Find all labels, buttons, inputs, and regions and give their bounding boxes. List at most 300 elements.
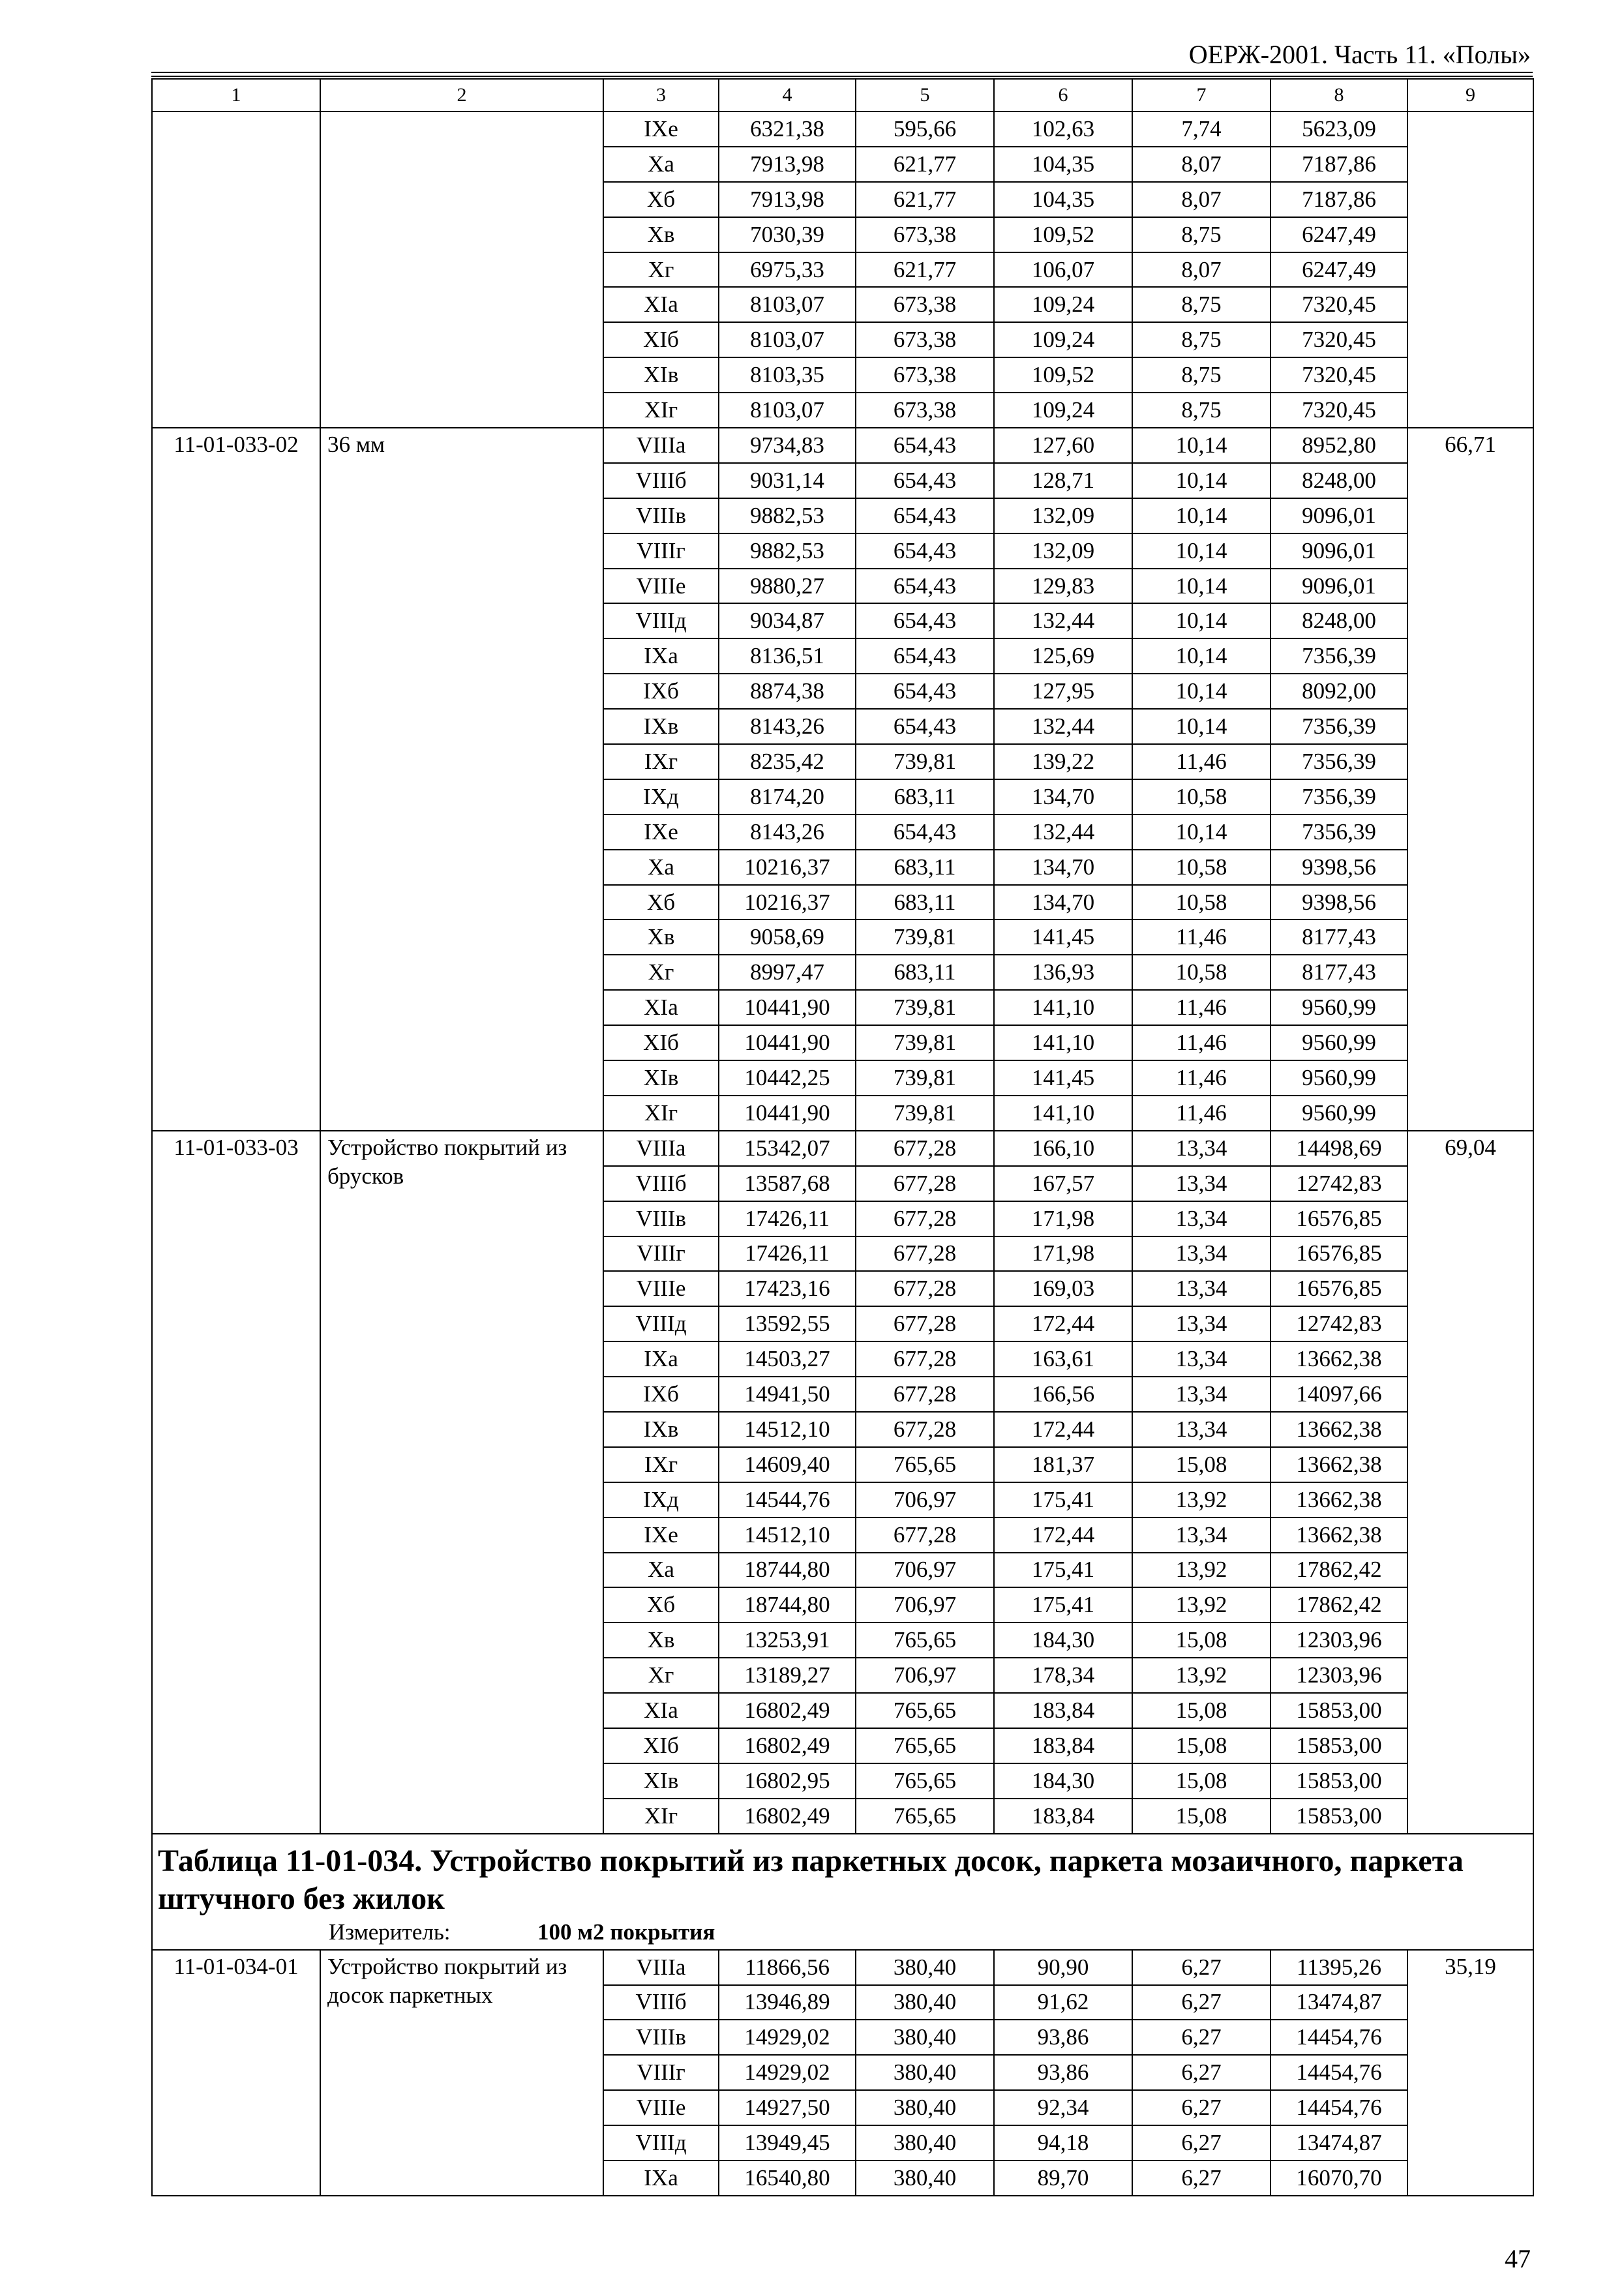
value-cell: 132,44 (994, 603, 1132, 638)
value-cell: 10,14 (1132, 428, 1271, 463)
value-cell: 654,43 (856, 569, 994, 604)
value-cell: 9882,53 (719, 498, 856, 533)
value-cell: 6,27 (1132, 2090, 1271, 2125)
value-cell: 13,34 (1132, 1306, 1271, 1341)
value-cell: 6,27 (1132, 2055, 1271, 2090)
table-row (152, 428, 1533, 463)
value-cell: 8248,00 (1271, 603, 1407, 638)
value-cell: 109,52 (994, 357, 1132, 393)
value-cell: 13587,68 (719, 1166, 856, 1201)
value-cell: 15,08 (1132, 1728, 1271, 1763)
value-cell: 15,08 (1132, 1799, 1271, 1834)
value-cell: 683,11 (856, 850, 994, 885)
value-cell: 14544,76 (719, 1482, 856, 1518)
value-cell: 12742,83 (1271, 1306, 1407, 1341)
section-title: Таблица 11-01-034. Устройство покрытий из паркетных досок, паркета мозаичного, паркета штучного без жилок (158, 1843, 1464, 1916)
value-cell: 109,24 (994, 287, 1132, 322)
zone-cell: IXa (603, 2161, 719, 2196)
value-cell: 654,43 (856, 428, 994, 463)
value-cell: 654,43 (856, 603, 994, 638)
rate-code-cell: 11-01-034-01 (152, 1950, 320, 2196)
zone-cell: VIIIг (603, 533, 719, 569)
value-cell: 14929,02 (719, 2020, 856, 2055)
value-cell: 166,56 (994, 1377, 1132, 1412)
value-cell: 10,14 (1132, 498, 1271, 533)
value-cell: 104,35 (994, 182, 1132, 217)
value-cell: 125,69 (994, 638, 1132, 674)
value-cell: 677,28 (856, 1166, 994, 1201)
zone-cell: Xв (603, 920, 719, 955)
value-cell: 15,08 (1132, 1693, 1271, 1728)
value-cell: 13,34 (1132, 1518, 1271, 1553)
value-cell: 8,75 (1132, 217, 1271, 252)
value-cell: 13,34 (1132, 1341, 1271, 1377)
zone-cell: Xг (603, 252, 719, 288)
zone-cell: Xa (603, 147, 719, 182)
labor-cell: 69,04 (1407, 1131, 1533, 1834)
zone-cell: IXб (603, 1377, 719, 1412)
value-cell: 6,27 (1132, 2125, 1271, 2161)
column-number-row (152, 79, 1533, 112)
value-cell: 169,03 (994, 1271, 1132, 1306)
value-cell: 10442,25 (719, 1060, 856, 1096)
work-name-cell: Устройство покрытий из досок паркетных (320, 1950, 603, 2196)
zone-cell: VIIIг (603, 2055, 719, 2090)
value-cell: 13,34 (1132, 1377, 1271, 1412)
zone-cell: XIa (603, 990, 719, 1025)
value-cell: 13,92 (1132, 1658, 1271, 1693)
value-cell: 16802,95 (719, 1763, 856, 1799)
zone-cell: IXг (603, 1447, 719, 1482)
value-cell: 178,34 (994, 1658, 1132, 1693)
value-cell: 14498,69 (1271, 1131, 1407, 1166)
value-cell: 739,81 (856, 920, 994, 955)
column-number-cell: 6 (994, 79, 1132, 112)
zone-cell: XIв (603, 1763, 719, 1799)
zone-cell: Xб (603, 182, 719, 217)
value-cell: 9734,83 (719, 428, 856, 463)
value-cell: 13662,38 (1271, 1447, 1407, 1482)
value-cell: 13253,91 (719, 1623, 856, 1658)
value-cell: 654,43 (856, 463, 994, 498)
value-cell: 7030,39 (719, 217, 856, 252)
value-cell: 7320,45 (1271, 322, 1407, 357)
value-cell: 163,61 (994, 1341, 1132, 1377)
value-cell: 621,77 (856, 147, 994, 182)
value-cell: 172,44 (994, 1518, 1132, 1553)
value-cell: 13592,55 (719, 1306, 856, 1341)
value-cell: 683,11 (856, 955, 994, 990)
value-cell: 13662,38 (1271, 1518, 1407, 1553)
value-cell: 13662,38 (1271, 1341, 1407, 1377)
section-unit (153, 1918, 1533, 1949)
value-cell: 18744,80 (719, 1587, 856, 1623)
zone-cell: XIв (603, 1060, 719, 1096)
value-cell: 10,14 (1132, 815, 1271, 850)
value-cell: 10,14 (1132, 533, 1271, 569)
value-cell: 11,46 (1132, 744, 1271, 779)
value-cell: 677,28 (856, 1377, 994, 1412)
work-name-cell: Устройство покрытий из брусков (320, 1131, 603, 1834)
value-cell: 8,07 (1132, 147, 1271, 182)
zone-cell: VIIIб (603, 1166, 719, 1201)
value-cell: 104,35 (994, 147, 1132, 182)
value-cell: 18744,80 (719, 1553, 856, 1588)
value-cell: 6,27 (1132, 1950, 1271, 1985)
zone-cell: Xв (603, 217, 719, 252)
value-cell: 184,30 (994, 1763, 1132, 1799)
value-cell: 8,75 (1132, 393, 1271, 428)
value-cell: 134,70 (994, 779, 1132, 815)
value-cell: 8103,07 (719, 393, 856, 428)
value-cell: 141,10 (994, 1025, 1132, 1060)
value-cell: 6,27 (1132, 2020, 1271, 2055)
value-cell: 6247,49 (1271, 217, 1407, 252)
zone-cell: XIв (603, 357, 719, 393)
zone-cell: VIIIб (603, 1985, 719, 2020)
zone-cell: VIIIa (603, 1950, 719, 1985)
zone-cell: XIa (603, 287, 719, 322)
value-cell: 13474,87 (1271, 2125, 1407, 2161)
value-cell: 127,95 (994, 674, 1132, 709)
value-cell: 136,93 (994, 955, 1132, 990)
value-cell: 8143,26 (719, 815, 856, 850)
zone-cell: Xг (603, 1658, 719, 1693)
zone-cell: IXб (603, 674, 719, 709)
zone-cell: Xa (603, 1553, 719, 1588)
column-number-cell: 7 (1132, 79, 1271, 112)
value-cell: 8136,51 (719, 638, 856, 674)
rate-code-cell: 11-01-033-03 (152, 1131, 320, 1834)
value-cell: 132,09 (994, 498, 1132, 533)
value-cell: 9034,87 (719, 603, 856, 638)
zone-cell: VIIIд (603, 603, 719, 638)
value-cell: 14927,50 (719, 2090, 856, 2125)
value-cell: 13,92 (1132, 1553, 1271, 1588)
column-number-cell: 4 (719, 79, 856, 112)
value-cell: 172,44 (994, 1306, 1132, 1341)
value-cell: 7,74 (1132, 112, 1271, 147)
value-cell: 10,58 (1132, 850, 1271, 885)
column-number-cell: 8 (1271, 79, 1407, 112)
value-cell: 17862,42 (1271, 1553, 1407, 1588)
value-cell: 15853,00 (1271, 1763, 1407, 1799)
zone-cell: IXe (603, 1518, 719, 1553)
value-cell: 109,24 (994, 393, 1132, 428)
value-cell: 10,58 (1132, 955, 1271, 990)
labor-cell (1407, 112, 1533, 428)
zone-cell: VIIIe (603, 2090, 719, 2125)
value-cell: 765,65 (856, 1763, 994, 1799)
zone-cell: XIa (603, 1693, 719, 1728)
zone-cell: VIIIв (603, 1201, 719, 1236)
value-cell: 16802,49 (719, 1693, 856, 1728)
value-cell: 93,86 (994, 2055, 1132, 2090)
value-cell: 7356,39 (1271, 779, 1407, 815)
value-cell: 16070,70 (1271, 2161, 1407, 2196)
zone-cell: IXд (603, 1482, 719, 1518)
zone-cell: XIг (603, 1799, 719, 1834)
value-cell: 8,75 (1132, 322, 1271, 357)
value-cell: 13189,27 (719, 1658, 856, 1693)
rate-code-cell (152, 112, 320, 428)
value-cell: 6321,38 (719, 112, 856, 147)
value-cell: 621,77 (856, 252, 994, 288)
value-cell: 677,28 (856, 1306, 994, 1341)
value-cell: 654,43 (856, 638, 994, 674)
value-cell: 8103,07 (719, 322, 856, 357)
value-cell: 91,62 (994, 1985, 1132, 2020)
zone-cell: XIб (603, 1025, 719, 1060)
table-row (152, 1950, 1533, 1985)
value-cell: 13946,89 (719, 1985, 856, 2020)
work-name-cell: 36 мм (320, 428, 603, 1131)
value-cell: 8874,38 (719, 674, 856, 709)
value-cell: 17423,16 (719, 1271, 856, 1306)
column-number-cell: 3 (603, 79, 719, 112)
norms-table-body (152, 79, 1533, 2196)
value-cell: 739,81 (856, 744, 994, 779)
value-cell: 5623,09 (1271, 112, 1407, 147)
value-cell: 13,34 (1132, 1201, 1271, 1236)
value-cell: 10,14 (1132, 463, 1271, 498)
value-cell: 13,92 (1132, 1482, 1271, 1518)
norms-table (151, 78, 1534, 2196)
table-row (152, 1131, 1533, 1166)
header-rule (151, 72, 1533, 73)
value-cell: 8,07 (1132, 182, 1271, 217)
value-cell: 14941,50 (719, 1377, 856, 1412)
value-cell: 181,37 (994, 1447, 1132, 1482)
value-cell: 175,41 (994, 1482, 1132, 1518)
value-cell: 134,70 (994, 850, 1132, 885)
value-cell: 10216,37 (719, 850, 856, 885)
value-cell: 89,70 (994, 2161, 1132, 2196)
value-cell: 621,77 (856, 182, 994, 217)
value-cell: 184,30 (994, 1623, 1132, 1658)
value-cell: 7356,39 (1271, 744, 1407, 779)
value-cell: 677,28 (856, 1131, 994, 1166)
value-cell: 102,63 (994, 112, 1132, 147)
value-cell: 10216,37 (719, 885, 856, 920)
value-cell: 106,07 (994, 252, 1132, 288)
value-cell: 132,44 (994, 815, 1132, 850)
value-cell: 10,14 (1132, 709, 1271, 744)
value-cell: 739,81 (856, 1060, 994, 1096)
value-cell: 183,84 (994, 1799, 1132, 1834)
value-cell: 93,86 (994, 2020, 1132, 2055)
value-cell: 11866,56 (719, 1950, 856, 1985)
section-header-row (152, 1834, 1533, 1950)
value-cell: 15853,00 (1271, 1728, 1407, 1763)
value-cell: 654,43 (856, 674, 994, 709)
value-cell: 8092,00 (1271, 674, 1407, 709)
value-cell: 10441,90 (719, 1096, 856, 1131)
value-cell: 10441,90 (719, 1025, 856, 1060)
value-cell: 183,84 (994, 1728, 1132, 1763)
section-header-cell (152, 1834, 1533, 1950)
value-cell: 132,09 (994, 533, 1132, 569)
zone-cell: IXe (603, 112, 719, 147)
value-cell: 765,65 (856, 1728, 994, 1763)
table-row (152, 112, 1533, 147)
value-cell: 765,65 (856, 1447, 994, 1482)
value-cell: 677,28 (856, 1412, 994, 1447)
zone-cell: VIIIв (603, 2020, 719, 2055)
value-cell: 10,14 (1132, 569, 1271, 604)
value-cell: 9096,01 (1271, 569, 1407, 604)
zone-cell: VIIIг (603, 1236, 719, 1272)
value-cell: 11,46 (1132, 990, 1271, 1025)
value-cell: 14512,10 (719, 1518, 856, 1553)
value-cell: 765,65 (856, 1693, 994, 1728)
value-cell: 10,58 (1132, 779, 1271, 815)
value-cell: 14097,66 (1271, 1377, 1407, 1412)
value-cell: 380,40 (856, 1950, 994, 1985)
value-cell: 13,34 (1132, 1271, 1271, 1306)
zone-cell: Xг (603, 955, 719, 990)
value-cell: 654,43 (856, 498, 994, 533)
value-cell: 13,34 (1132, 1236, 1271, 1272)
value-cell: 9560,99 (1271, 990, 1407, 1025)
zone-cell: Xa (603, 850, 719, 885)
value-cell: 14454,76 (1271, 2020, 1407, 2055)
zone-cell: VIIIe (603, 569, 719, 604)
value-cell: 7356,39 (1271, 709, 1407, 744)
value-cell: 380,40 (856, 2125, 994, 2161)
column-number-cell: 1 (152, 79, 320, 112)
value-cell: 8,75 (1132, 287, 1271, 322)
value-cell: 141,45 (994, 1060, 1132, 1096)
value-cell: 8174,20 (719, 779, 856, 815)
value-cell: 10,14 (1132, 674, 1271, 709)
value-cell: 380,40 (856, 2161, 994, 2196)
value-cell: 654,43 (856, 533, 994, 569)
value-cell: 380,40 (856, 2055, 994, 2090)
zone-cell: IXa (603, 1341, 719, 1377)
value-cell: 17426,11 (719, 1201, 856, 1236)
value-cell: 166,10 (994, 1131, 1132, 1166)
value-cell: 172,44 (994, 1412, 1132, 1447)
value-cell: 14512,10 (719, 1412, 856, 1447)
value-cell: 9560,99 (1271, 1025, 1407, 1060)
zone-cell: XIг (603, 393, 719, 428)
zone-cell: Xб (603, 1587, 719, 1623)
value-cell: 13,92 (1132, 1587, 1271, 1623)
value-cell: 7320,45 (1271, 287, 1407, 322)
value-cell: 14929,02 (719, 2055, 856, 2090)
value-cell: 15342,07 (719, 1131, 856, 1166)
value-cell: 175,41 (994, 1587, 1132, 1623)
value-cell: 8103,35 (719, 357, 856, 393)
value-cell: 8177,43 (1271, 955, 1407, 990)
value-cell: 706,97 (856, 1482, 994, 1518)
value-cell: 380,40 (856, 2090, 994, 2125)
value-cell: 7320,45 (1271, 393, 1407, 428)
column-number-cell: 5 (856, 79, 994, 112)
column-number-cell: 9 (1407, 79, 1533, 112)
value-cell: 11395,26 (1271, 1950, 1407, 1985)
unit-label: Измеритель: (329, 1919, 451, 1945)
value-cell: 12303,96 (1271, 1623, 1407, 1658)
value-cell: 141,45 (994, 920, 1132, 955)
value-cell: 13474,87 (1271, 1985, 1407, 2020)
zone-cell: XIб (603, 322, 719, 357)
zone-cell: IXe (603, 815, 719, 850)
unit-value: 100 м2 покрытия (537, 1919, 715, 1945)
value-cell: 739,81 (856, 1025, 994, 1060)
zone-cell: XIб (603, 1728, 719, 1763)
value-cell: 6247,49 (1271, 252, 1407, 288)
value-cell: 13,34 (1132, 1166, 1271, 1201)
value-cell: 9096,01 (1271, 498, 1407, 533)
zone-cell: VIIIa (603, 428, 719, 463)
labor-cell: 66,71 (1407, 428, 1533, 1131)
zone-cell: VIIIд (603, 1306, 719, 1341)
value-cell: 15,08 (1132, 1447, 1271, 1482)
value-cell: 8248,00 (1271, 463, 1407, 498)
zone-cell: Xв (603, 1623, 719, 1658)
value-cell: 128,71 (994, 463, 1132, 498)
value-cell: 7356,39 (1271, 815, 1407, 850)
value-cell: 380,40 (856, 2020, 994, 2055)
value-cell: 141,10 (994, 990, 1132, 1025)
value-cell: 17862,42 (1271, 1587, 1407, 1623)
value-cell: 673,38 (856, 357, 994, 393)
value-cell: 10,58 (1132, 885, 1271, 920)
value-cell: 12303,96 (1271, 1658, 1407, 1693)
value-cell: 8177,43 (1271, 920, 1407, 955)
value-cell: 15,08 (1132, 1763, 1271, 1799)
value-cell: 134,70 (994, 885, 1132, 920)
value-cell: 16576,85 (1271, 1201, 1407, 1236)
value-cell: 183,84 (994, 1693, 1132, 1728)
value-cell: 6,27 (1132, 2161, 1271, 2196)
value-cell: 683,11 (856, 779, 994, 815)
value-cell: 7913,98 (719, 147, 856, 182)
value-cell: 13,34 (1132, 1412, 1271, 1447)
value-cell: 8103,07 (719, 287, 856, 322)
value-cell: 109,52 (994, 217, 1132, 252)
value-cell: 171,98 (994, 1236, 1132, 1272)
zone-cell: XIг (603, 1096, 719, 1131)
value-cell: 175,41 (994, 1553, 1132, 1588)
rate-code-cell: 11-01-033-02 (152, 428, 320, 1131)
value-cell: 8235,42 (719, 744, 856, 779)
value-cell: 6,27 (1132, 1985, 1271, 2020)
value-cell: 90,90 (994, 1950, 1132, 1985)
value-cell: 17426,11 (719, 1236, 856, 1272)
value-cell: 677,28 (856, 1271, 994, 1306)
value-cell: 8143,26 (719, 709, 856, 744)
labor-cell: 35,19 (1407, 1950, 1533, 2196)
value-cell: 109,24 (994, 322, 1132, 357)
value-cell: 673,38 (856, 322, 994, 357)
value-cell: 8,75 (1132, 357, 1271, 393)
value-cell: 171,98 (994, 1201, 1132, 1236)
value-cell: 9398,56 (1271, 885, 1407, 920)
value-cell: 9058,69 (719, 920, 856, 955)
value-cell: 10441,90 (719, 990, 856, 1025)
value-cell: 14454,76 (1271, 2090, 1407, 2125)
value-cell: 765,65 (856, 1623, 994, 1658)
zone-cell: IXг (603, 744, 719, 779)
value-cell: 8952,80 (1271, 428, 1407, 463)
value-cell: 706,97 (856, 1587, 994, 1623)
value-cell: 132,44 (994, 709, 1132, 744)
value-cell: 9096,01 (1271, 533, 1407, 569)
value-cell: 11,46 (1132, 1060, 1271, 1096)
